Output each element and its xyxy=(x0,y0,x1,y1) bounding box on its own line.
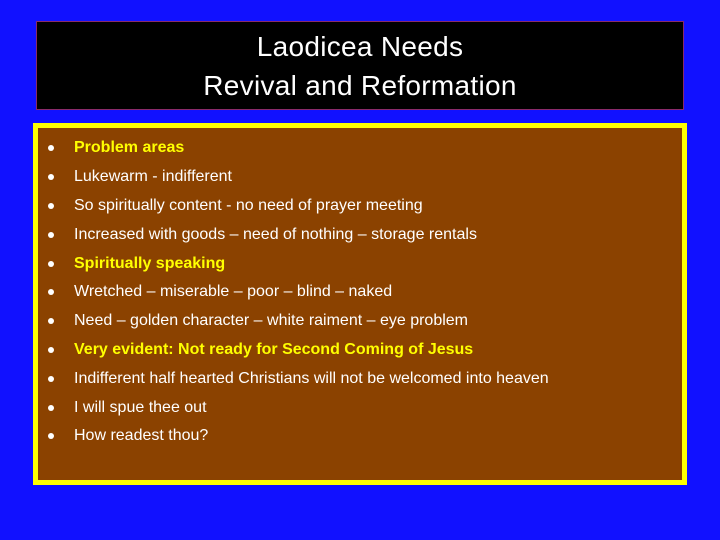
bullet-list xyxy=(38,134,682,451)
bullet-text: Increased with goods – need of nothing – storage rentals xyxy=(74,225,477,243)
slide-content-box xyxy=(33,123,687,485)
bullet-text: Wretched – miserable – poor – blind – naked xyxy=(74,283,393,301)
slide-title-line-2: Revival and Reformation xyxy=(203,69,517,101)
bullet-item xyxy=(38,336,682,365)
bullet-text: So spiritually content - no need of prayer meeting xyxy=(74,196,423,214)
bullet-dot-icon xyxy=(48,232,54,238)
bullet-item xyxy=(38,393,682,422)
bullet-item xyxy=(38,364,682,393)
bullet-dot-icon xyxy=(48,289,54,295)
bullet-text: Problem areas xyxy=(74,139,185,157)
slide-title-box xyxy=(36,21,684,110)
bullet-text: Very evident: Not ready for Second Coming of Jesus xyxy=(74,340,474,358)
bullet-dot-icon xyxy=(48,405,54,411)
slide-title-line-1: Laodicea Needs xyxy=(256,30,464,62)
bullet-dot-icon xyxy=(48,347,54,353)
bullet-dot-icon xyxy=(48,261,54,267)
bullet-dot-icon xyxy=(48,145,54,151)
bullet-text: I will spue thee out xyxy=(74,398,207,416)
bullet-text: Spiritually speaking xyxy=(74,254,226,272)
bullet-dot-icon xyxy=(48,203,54,209)
bullet-text: How readest thou? xyxy=(74,427,209,445)
bullet-text: Lukewarm - indifferent xyxy=(74,168,232,186)
bullet-item xyxy=(38,192,682,221)
bullet-item xyxy=(38,307,682,336)
bullet-item xyxy=(38,163,682,192)
bullet-text: Indifferent half hearted Christians will not be welcomed into heaven xyxy=(74,369,549,387)
bullet-item xyxy=(38,249,682,278)
bullet-item xyxy=(38,422,682,451)
bullet-dot-icon xyxy=(48,433,54,439)
bullet-text: Need – golden character – white raiment – eye problem xyxy=(74,312,468,330)
bullet-item xyxy=(38,134,682,163)
bullet-dot-icon xyxy=(48,318,54,324)
bullet-dot-icon xyxy=(48,174,54,180)
bullet-item xyxy=(38,278,682,307)
bullet-dot-icon xyxy=(48,376,54,382)
bullet-item xyxy=(38,220,682,249)
